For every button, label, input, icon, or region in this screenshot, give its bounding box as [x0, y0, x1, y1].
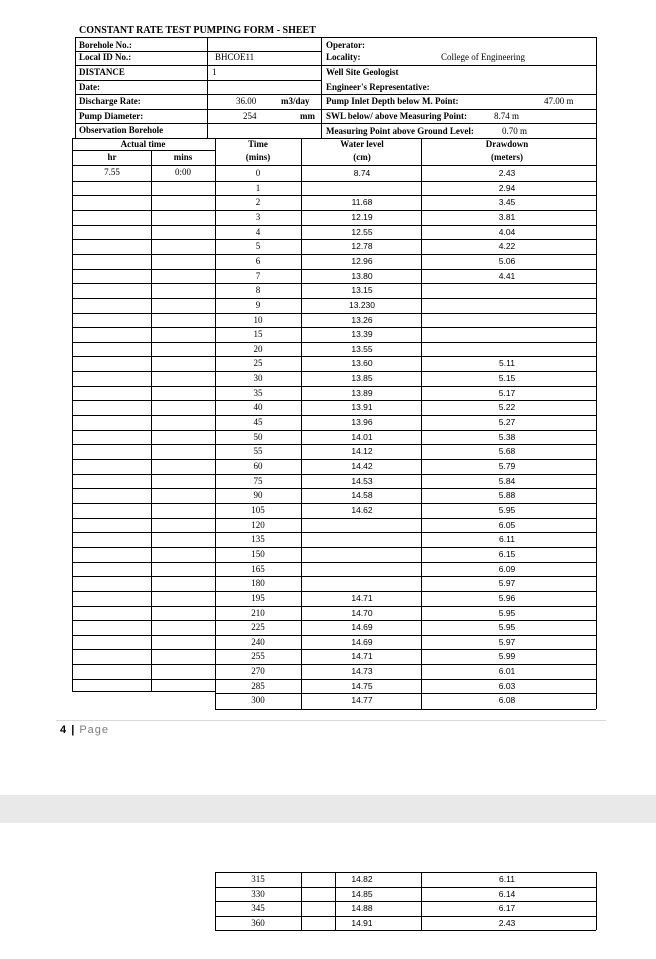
time-cell: 180 [251, 578, 265, 588]
page-separator: | [71, 724, 76, 736]
drawdown-cell: 5.95 [498, 505, 516, 515]
water-level-cell: 14.01 [351, 432, 373, 442]
water-level-cell: 14.53 [351, 476, 373, 486]
row-line [72, 474, 596, 475]
header-hr: hr [107, 152, 117, 162]
time-cell: 15 [253, 329, 263, 339]
cont-water-level-cell: 14.85 [351, 889, 373, 899]
drawdown-cell: 2.94 [498, 183, 516, 193]
time-cell: 45 [253, 417, 263, 427]
page-word: Page [79, 724, 110, 736]
row-line [72, 664, 596, 665]
water-level-cell: 14.70 [351, 608, 373, 618]
drawdown-cell: 4.22 [498, 241, 516, 251]
water-level-cell: 13.26 [351, 315, 373, 325]
drawdown-cell: 5.11 [499, 358, 515, 368]
water-level-cell: 13.80 [351, 271, 373, 281]
time-cell: 35 [253, 388, 263, 398]
drawdown-cell: 5.97 [498, 578, 516, 588]
header-row-line [75, 94, 596, 95]
value-discharge-unit: m3/day [281, 96, 310, 106]
header-water-level: Water level [340, 139, 384, 149]
water-level-cell: 13.39 [351, 329, 373, 339]
row-line [72, 210, 596, 211]
header-water-level-unit: (cm) [353, 152, 371, 162]
row-line [72, 181, 596, 182]
time-cell: 60 [253, 461, 263, 471]
cont-drawdown-cell: 6.17 [498, 903, 516, 913]
drawdown-cell: 5.38 [498, 432, 516, 442]
time-cell: 225 [251, 622, 265, 632]
row-line [72, 327, 596, 328]
row-line [72, 691, 215, 692]
row-line [215, 693, 596, 694]
row-line [72, 532, 596, 533]
time-cell: 30 [253, 373, 263, 383]
time-cell: 255 [251, 651, 265, 661]
row-line [72, 679, 596, 680]
water-level-cell: 14.71 [351, 651, 373, 661]
cont-water-level-cell: 14.88 [351, 903, 373, 913]
water-level-cell: 8.74 [353, 168, 371, 178]
drawdown-cell: 5.15 [498, 373, 516, 383]
value-discharge-rate: 36.00 [236, 96, 257, 106]
time-cell: 3 [255, 212, 261, 222]
water-level-cell: 14.58 [351, 490, 373, 500]
header-row-line [75, 109, 596, 110]
time-cell: 210 [251, 608, 265, 618]
drawdown-cell: 6.08 [498, 695, 516, 705]
row-line [72, 635, 596, 636]
column-line-hr-mins [151, 150, 152, 691]
drawdown-cell: 6.01 [498, 666, 516, 676]
row-line [72, 239, 596, 240]
time-cell: 285 [251, 681, 265, 691]
time-cell: 0 [255, 168, 261, 178]
label-discharge-rate: Discharge Rate: [79, 96, 141, 106]
footer-rule [56, 720, 606, 721]
row-line [72, 342, 596, 343]
start-mins: 0:00 [174, 167, 192, 177]
value-locality: College of Engineering [441, 52, 525, 62]
label-borehole-no: Borehole No.: [79, 40, 132, 50]
time-cell: 195 [251, 593, 265, 603]
water-level-cell: 14.71 [351, 593, 373, 603]
drawdown-cell: 4.41 [498, 271, 516, 281]
drawdown-cell: 5.79 [498, 461, 516, 471]
water-level-cell: 12.78 [351, 241, 373, 251]
time-cell: 135 [251, 534, 265, 544]
drawdown-cell: 5.88 [498, 490, 516, 500]
drawdown-cell: 3.81 [498, 212, 516, 222]
time-cell: 9 [255, 300, 261, 310]
label-date: Date: [79, 82, 100, 92]
water-level-cell: 12.19 [351, 212, 373, 222]
time-cell: 40 [253, 402, 263, 412]
header-drawdown-unit: (meters) [491, 152, 523, 162]
form-title: CONSTANT RATE TEST PUMPING FORM - SHEET [79, 25, 316, 36]
column-line-time-left [215, 138, 216, 709]
column-line-time-right [301, 138, 302, 709]
label-measuring-point: Measuring Point above Ground Level: [326, 126, 474, 136]
drawdown-cell: 5.97 [498, 637, 516, 647]
drawdown-cell: 6.03 [498, 681, 516, 691]
time-cell: 55 [253, 446, 263, 456]
row-line [72, 400, 596, 401]
time-cell: 5 [255, 241, 261, 251]
row-line [72, 415, 596, 416]
label-operator: Operator: [326, 40, 365, 50]
water-level-cell: 13.89 [351, 388, 373, 398]
drawdown-cell: 6.05 [498, 520, 516, 530]
row-line [72, 430, 596, 431]
drawdown-cell: 6.11 [499, 534, 515, 544]
water-level-cell: 14.73 [351, 666, 373, 676]
row-line [72, 195, 596, 196]
cont-time-cell: 360 [251, 918, 265, 928]
drawdown-cell: 3.45 [498, 197, 516, 207]
label-engineers-rep: Engineer's Representative: [326, 82, 430, 92]
time-cell: 2 [255, 197, 261, 207]
water-level-cell: 14.69 [351, 637, 373, 647]
header-border [75, 37, 596, 38]
water-level-cell: 14.75 [351, 681, 373, 691]
page-number: 4 [60, 724, 68, 736]
time-cell: 50 [253, 432, 263, 442]
row-line [72, 620, 596, 621]
time-cell: 165 [251, 564, 265, 574]
water-level-cell: 13.85 [351, 373, 373, 383]
time-cell: 75 [253, 476, 263, 486]
row-line [72, 562, 596, 563]
drawdown-cell: 6.09 [498, 564, 516, 574]
drawdown-cell: 2.43 [498, 168, 516, 178]
cont-drawdown-cell: 2.43 [498, 918, 516, 928]
label-distance: DISTANCE [79, 67, 125, 77]
value-distance: 1 [212, 67, 217, 77]
drawdown-cell: 5.95 [498, 622, 516, 632]
time-cell: 240 [251, 637, 265, 647]
start-hr: 7.55 [104, 167, 120, 177]
label-pump-diameter: Pump Diameter: [79, 111, 144, 121]
row-line [72, 503, 596, 504]
drawdown-cell: 6.15 [498, 549, 516, 559]
water-level-cell: 12.96 [351, 256, 373, 266]
time-cell: 8 [255, 285, 261, 295]
cont-drawdown-cell: 6.11 [499, 874, 515, 884]
drawdown-cell: 5.96 [498, 593, 516, 603]
label-pump-inlet: Pump Inlet Depth below M. Point: [326, 96, 459, 106]
water-level-cell: 11.68 [351, 197, 373, 207]
value-measuring-point: 0.70 m [502, 126, 528, 136]
drawdown-cell: 5.06 [498, 256, 516, 266]
header-time-unit: (mins) [245, 152, 271, 162]
value-pump-inlet: 47.00 m [544, 96, 574, 106]
water-level-cell: 13.91 [351, 402, 373, 412]
time-cell: 6 [255, 256, 261, 266]
value-local-id: BHCOE11 [215, 52, 255, 62]
value-pump-diameter: 254 [243, 111, 257, 121]
row-line [72, 444, 596, 445]
time-cell: 90 [253, 490, 263, 500]
row-line [72, 591, 596, 592]
time-cell: 150 [251, 549, 265, 559]
row-line [72, 386, 596, 387]
row-line [72, 459, 596, 460]
cont-time-cell: 315 [251, 874, 265, 884]
cont-row-line [215, 930, 596, 931]
water-level-cell: 12.55 [351, 227, 373, 237]
row-line [72, 518, 596, 519]
water-level-cell: 14.77 [351, 695, 373, 705]
time-cell: 120 [251, 520, 265, 530]
water-level-cell: 14.62 [351, 505, 373, 515]
water-level-cell: 14.42 [351, 461, 373, 471]
label-locality: Locality: [326, 52, 361, 62]
page-footer [60, 724, 109, 736]
column-line-right [596, 138, 597, 709]
drawdown-cell: 5.22 [498, 402, 516, 412]
drawdown-cell: 5.17 [498, 388, 516, 398]
time-cell: 1 [255, 183, 261, 193]
drawdown-cell: 4.04 [498, 227, 516, 237]
row-line [72, 254, 596, 255]
cont-row-line [215, 916, 596, 917]
time-cell: 4 [255, 227, 261, 237]
cont-water-level-cell: 14.82 [351, 874, 373, 884]
page-break-band [0, 795, 656, 823]
row-line [72, 649, 596, 650]
cont-water-level-cell: 14.91 [351, 918, 373, 928]
header-row-line [75, 123, 596, 124]
time-cell: 300 [251, 695, 265, 705]
label-local-id: Local ID No.: [79, 52, 132, 62]
header-sub-line [72, 150, 215, 151]
label-swl: SWL below/ above Measuring Point: [326, 111, 468, 121]
row-line [215, 709, 596, 710]
drawdown-cell: 5.99 [498, 651, 516, 661]
water-level-cell: 13.55 [351, 344, 373, 354]
cont-row-line [215, 887, 596, 888]
row-line [72, 576, 596, 577]
water-level-cell: 13.96 [351, 417, 373, 427]
time-cell: 10 [253, 315, 263, 325]
time-cell: 270 [251, 666, 265, 676]
cont-table-top [215, 872, 596, 873]
drawdown-cell: 5.95 [498, 608, 516, 618]
header-row-line [75, 65, 596, 66]
header-drawdown: Drawdown [485, 139, 529, 149]
value-pump-diameter-unit: mm [300, 111, 315, 121]
row-line [72, 547, 596, 548]
header-row-line [75, 80, 321, 81]
drawdown-cell: 5.84 [498, 476, 516, 486]
row-line [72, 225, 596, 226]
header-border [596, 37, 597, 138]
cont-drawdown-cell: 6.14 [498, 889, 516, 899]
row-line [72, 313, 596, 314]
row-line [72, 298, 596, 299]
water-level-cell: 13.230 [349, 300, 375, 310]
row-line [72, 356, 596, 357]
header-time: Time [248, 139, 268, 149]
time-cell: 105 [251, 505, 265, 515]
row-line [72, 606, 596, 607]
label-well-site-geologist: Well Site Geologist [326, 67, 399, 77]
row-line [72, 269, 596, 270]
water-level-cell: 14.69 [351, 622, 373, 632]
row-line [72, 488, 596, 489]
cont-time-cell: 345 [251, 903, 265, 913]
drawdown-cell: 5.27 [498, 417, 516, 427]
cont-row-line [215, 901, 596, 902]
column-line-water-right [421, 138, 422, 709]
header-actual-time: Actual time [120, 139, 166, 149]
row-line [72, 283, 596, 284]
header-mins: mins [173, 152, 193, 162]
cont-time-cell: 330 [251, 889, 265, 899]
time-cell: 25 [253, 358, 263, 368]
water-level-cell: 13.15 [351, 285, 373, 295]
time-cell: 7 [255, 271, 261, 281]
label-observation-borehole: Observation Borehole [79, 125, 164, 135]
value-swl: 8.74 m [494, 111, 520, 121]
table-top-border [72, 138, 596, 139]
time-cell: 20 [253, 344, 263, 354]
row-line [72, 371, 596, 372]
water-level-cell: 13.60 [351, 358, 373, 368]
drawdown-cell: 5.68 [498, 446, 516, 456]
water-level-cell: 14.12 [351, 446, 373, 456]
cont-column-line [596, 872, 597, 930]
